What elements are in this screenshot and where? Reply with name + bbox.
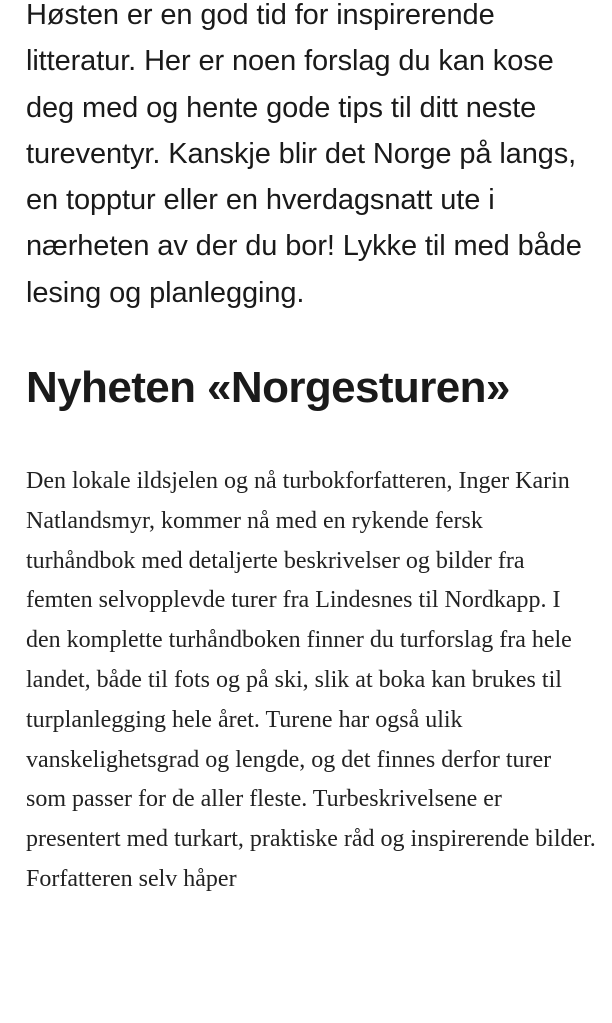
body-paragraph: Den lokale ildsjelen og nå turbokforfatteren, Inger Karin Natlandsmyr, kommer nå med en rykende fersk turhåndbok med detaljerte beskrivelser og bilder fra femten selvopplevde turer fra Lindesnes til Nordkapp. I den komplette turhåndboken finner du turforslag fra hele landet, både til fots og på ski, slik at boka kan brukes til turplanlegging hele året. Turene har også ulik vanskelighetsgrad og lengde, og det finnes derfor turer som passer for de aller fleste. Turbeskrivelsene er presentert med turkart, praktiske råd og inspirerende bilder. Forfatteren selv håper (26, 468, 596, 893)
article (26, 0, 596, 900)
section-heading: Nyheten «Norgesturen» (26, 363, 510, 413)
lead-paragraph: Høsten er en god tid for inspirerende litteratur. Her er noen forslag du kan kose deg med og hente gode tips til ditt neste tureventyr. Kanskje blir det Norge på langs, en topptur eller en hverdagsnatt ute i nærheten av der du bor! Lykke til med både lesing og planlegging. (26, 0, 582, 309)
